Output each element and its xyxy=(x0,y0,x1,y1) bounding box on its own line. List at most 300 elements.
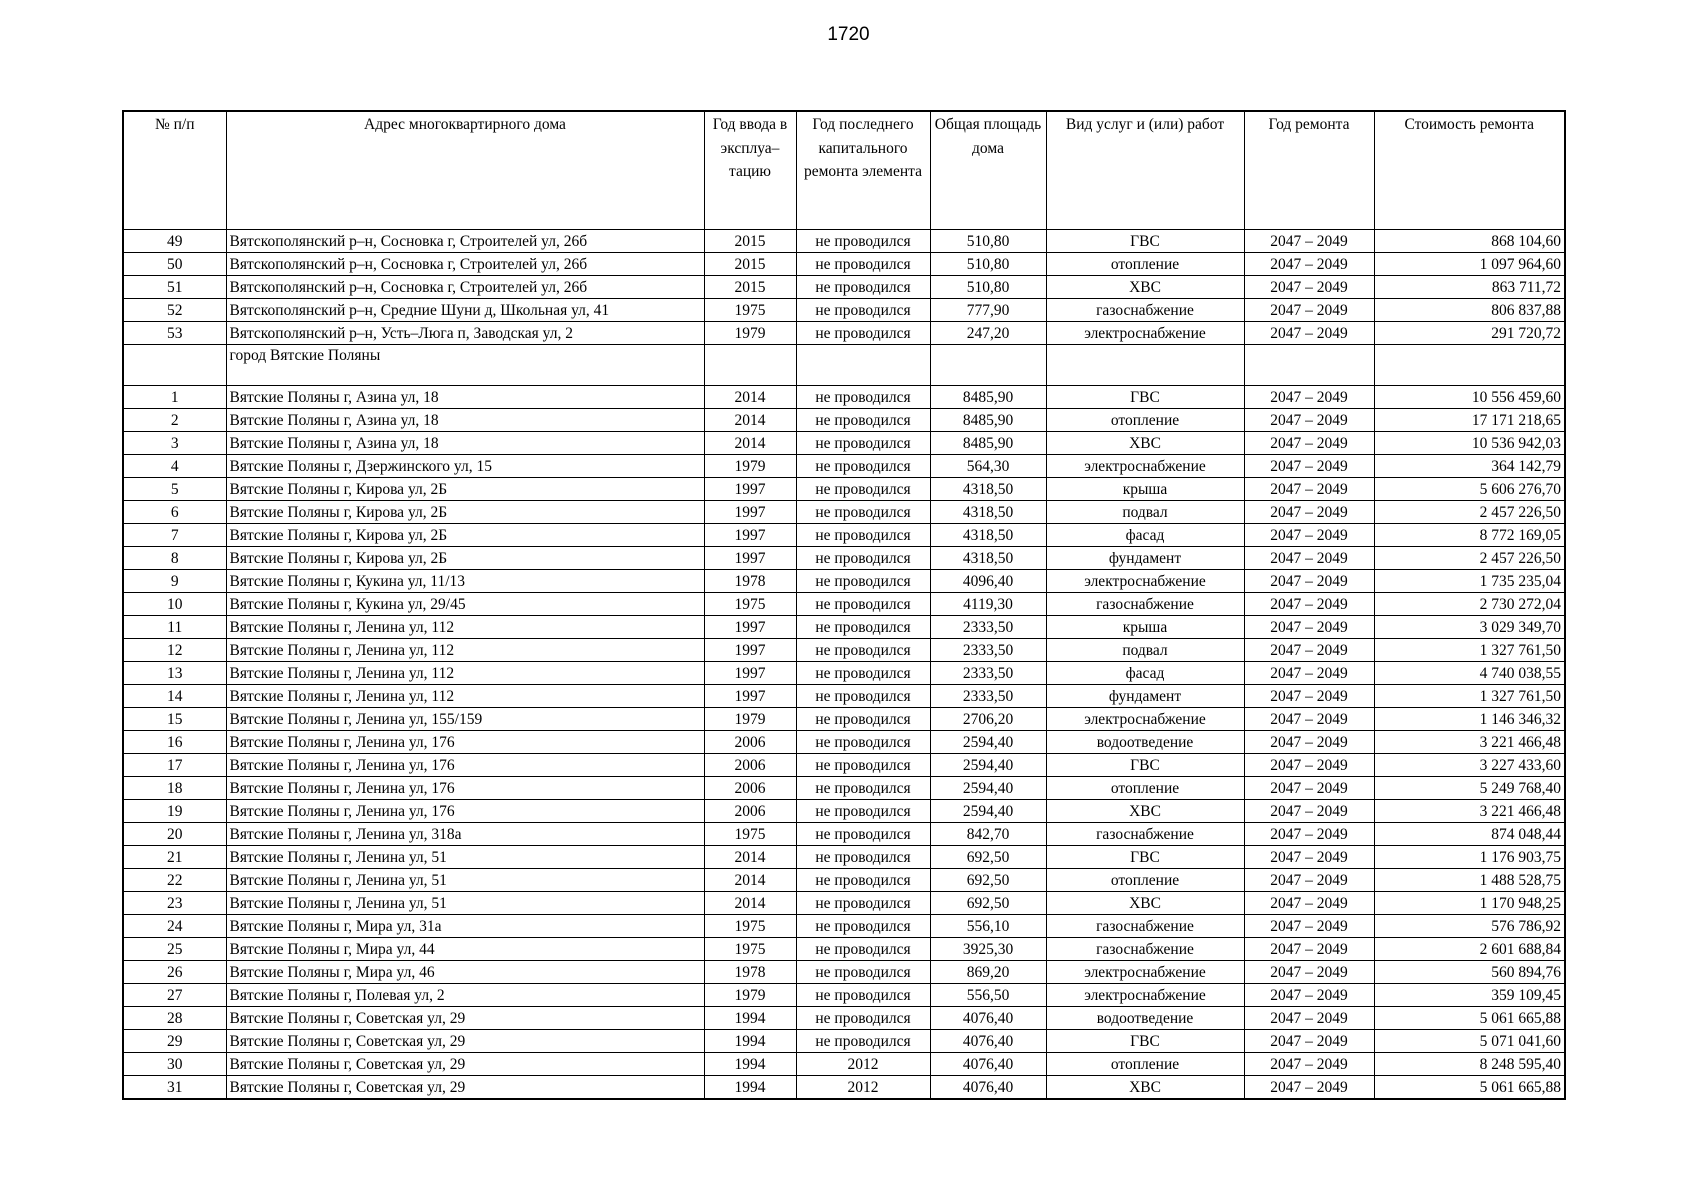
table-row xyxy=(123,685,1565,708)
table-cell xyxy=(123,345,226,386)
commission-year-cell: 1979 xyxy=(704,455,796,478)
total-area-cell: 842,70 xyxy=(930,823,1046,846)
commission-year-cell: 1979 xyxy=(704,708,796,731)
commission-year-cell: 2015 xyxy=(704,230,796,253)
last-repair-year-cell: не проводился xyxy=(796,685,930,708)
total-area-cell: 4096,40 xyxy=(930,570,1046,593)
service-type-cell: газоснабжение xyxy=(1046,915,1244,938)
repair-year-cell: 2047 – 2049 xyxy=(1244,1076,1374,1100)
service-type-cell: газоснабжение xyxy=(1046,299,1244,322)
table-row xyxy=(123,961,1565,984)
total-area-cell: 247,20 xyxy=(930,322,1046,345)
header-cell: Год ремонта xyxy=(1244,111,1374,230)
repair-year-cell: 2047 – 2049 xyxy=(1244,915,1374,938)
commission-year-cell: 1994 xyxy=(704,1076,796,1100)
row-number-cell: 24 xyxy=(123,915,226,938)
repair-cost-cell: 10 556 459,60 xyxy=(1374,386,1565,409)
repair-cost-cell: 863 711,72 xyxy=(1374,276,1565,299)
total-area-cell: 8485,90 xyxy=(930,386,1046,409)
total-area-cell: 510,80 xyxy=(930,253,1046,276)
row-number-cell: 51 xyxy=(123,276,226,299)
service-type-cell: ГВС xyxy=(1046,846,1244,869)
commission-year-cell: 1994 xyxy=(704,1007,796,1030)
table-cell xyxy=(796,345,930,386)
row-number-cell: 21 xyxy=(123,846,226,869)
service-type-cell: ГВС xyxy=(1046,230,1244,253)
repair-cost-cell: 5 061 665,88 xyxy=(1374,1007,1565,1030)
row-number-cell: 50 xyxy=(123,253,226,276)
total-area-cell: 692,50 xyxy=(930,869,1046,892)
total-area-cell: 510,80 xyxy=(930,230,1046,253)
repair-year-cell: 2047 – 2049 xyxy=(1244,938,1374,961)
table-row xyxy=(123,777,1565,800)
address-cell: Вятские Поляны г, Ленина ул, 176 xyxy=(226,754,704,777)
repair-cost-cell: 1 327 761,50 xyxy=(1374,639,1565,662)
repair-year-cell: 2047 – 2049 xyxy=(1244,846,1374,869)
repair-cost-cell: 1 735 235,04 xyxy=(1374,570,1565,593)
service-type-cell: ХВС xyxy=(1046,892,1244,915)
page-number: 1720 xyxy=(827,24,870,45)
address-cell: Вятские Поляны г, Ленина ул, 176 xyxy=(226,731,704,754)
table-row xyxy=(123,501,1565,524)
last-repair-year-cell: не проводился xyxy=(796,777,930,800)
total-area-cell: 4318,50 xyxy=(930,501,1046,524)
last-repair-year-cell: не проводился xyxy=(796,708,930,731)
address-cell: Вятские Поляны г, Ленина ул, 112 xyxy=(226,616,704,639)
repair-cost-cell: 364 142,79 xyxy=(1374,455,1565,478)
repair-year-cell: 2047 – 2049 xyxy=(1244,800,1374,823)
row-number-cell: 4 xyxy=(123,455,226,478)
service-type-cell: фасад xyxy=(1046,524,1244,547)
address-cell: Вятские Поляны г, Полевая ул, 2 xyxy=(226,984,704,1007)
commission-year-cell: 1994 xyxy=(704,1053,796,1076)
table-row xyxy=(123,754,1565,777)
total-area-cell: 2594,40 xyxy=(930,731,1046,754)
address-cell: Вятские Поляны г, Мира ул, 46 xyxy=(226,961,704,984)
repair-year-cell: 2047 – 2049 xyxy=(1244,547,1374,570)
service-type-cell: отопление xyxy=(1046,869,1244,892)
last-repair-year-cell: не проводился xyxy=(796,547,930,570)
total-area-cell: 4318,50 xyxy=(930,547,1046,570)
repair-cost-cell: 1 146 346,32 xyxy=(1374,708,1565,731)
commission-year-cell: 1975 xyxy=(704,823,796,846)
address-cell: Вятские Поляны г, Ленина ул, 112 xyxy=(226,639,704,662)
row-number-cell: 9 xyxy=(123,570,226,593)
table-row xyxy=(123,432,1565,455)
repair-cost-cell: 2 457 226,50 xyxy=(1374,547,1565,570)
address-cell: Вятские Поляны г, Азина ул, 18 xyxy=(226,386,704,409)
address-cell: Вятские Поляны г, Кукина ул, 11/13 xyxy=(226,570,704,593)
repair-cost-cell: 2 730 272,04 xyxy=(1374,593,1565,616)
table-body-bottom xyxy=(123,386,1565,1100)
repair-cost-cell: 560 894,76 xyxy=(1374,961,1565,984)
total-area-cell: 869,20 xyxy=(930,961,1046,984)
repair-cost-cell: 1 170 948,25 xyxy=(1374,892,1565,915)
service-type-cell: фундамент xyxy=(1046,547,1244,570)
table-row xyxy=(123,662,1565,685)
last-repair-year-cell: не проводился xyxy=(796,230,930,253)
table-cell xyxy=(930,345,1046,386)
commission-year-cell: 1978 xyxy=(704,961,796,984)
commission-year-cell: 1997 xyxy=(704,639,796,662)
commission-year-cell: 1997 xyxy=(704,547,796,570)
last-repair-year-cell: не проводился xyxy=(796,593,930,616)
row-number-cell: 26 xyxy=(123,961,226,984)
table-row xyxy=(123,253,1565,276)
service-type-cell: электроснабжение xyxy=(1046,570,1244,593)
table-row xyxy=(123,1053,1565,1076)
commission-year-cell: 1975 xyxy=(704,593,796,616)
service-type-cell: ХВС xyxy=(1046,276,1244,299)
commission-year-cell: 1978 xyxy=(704,570,796,593)
total-area-cell: 4119,30 xyxy=(930,593,1046,616)
total-area-cell: 4076,40 xyxy=(930,1076,1046,1100)
row-number-cell: 8 xyxy=(123,547,226,570)
repair-cost-cell: 2 457 226,50 xyxy=(1374,501,1565,524)
repair-year-cell: 2047 – 2049 xyxy=(1244,616,1374,639)
last-repair-year-cell: не проводился xyxy=(796,846,930,869)
table-row xyxy=(123,276,1565,299)
table-row xyxy=(123,547,1565,570)
header-cell: Общая площадь дома xyxy=(930,111,1046,230)
row-number-cell: 31 xyxy=(123,1076,226,1100)
row-number-cell: 16 xyxy=(123,731,226,754)
table-row xyxy=(123,322,1565,345)
table-cell xyxy=(1374,345,1565,386)
address-cell: Вятские Поляны г, Ленина ул, 176 xyxy=(226,800,704,823)
last-repair-year-cell: 2012 xyxy=(796,1053,930,1076)
commission-year-cell: 1979 xyxy=(704,322,796,345)
repair-cost-cell: 17 171 218,65 xyxy=(1374,409,1565,432)
last-repair-year-cell: не проводился xyxy=(796,639,930,662)
address-cell: Вятские Поляны г, Ленина ул, 318а xyxy=(226,823,704,846)
address-cell: Вятские Поляны г, Ленина ул, 51 xyxy=(226,846,704,869)
repair-cost-cell: 1 327 761,50 xyxy=(1374,685,1565,708)
last-repair-year-cell: не проводился xyxy=(796,409,930,432)
row-number-cell: 19 xyxy=(123,800,226,823)
repair-cost-cell: 359 109,45 xyxy=(1374,984,1565,1007)
row-number-cell: 52 xyxy=(123,299,226,322)
last-repair-year-cell: не проводился xyxy=(796,731,930,754)
repair-cost-cell: 874 048,44 xyxy=(1374,823,1565,846)
table-row xyxy=(123,731,1565,754)
repair-year-cell: 2047 – 2049 xyxy=(1244,322,1374,345)
header-cell: № п/п xyxy=(123,111,226,230)
last-repair-year-cell: не проводился xyxy=(796,915,930,938)
address-cell: Вятские Поляны г, Кукина ул, 29/45 xyxy=(226,593,704,616)
commission-year-cell: 1997 xyxy=(704,524,796,547)
table-row xyxy=(123,1007,1565,1030)
repair-year-cell: 2047 – 2049 xyxy=(1244,639,1374,662)
repair-table xyxy=(122,110,1566,1100)
total-area-cell: 4076,40 xyxy=(930,1030,1046,1053)
table-cell xyxy=(1046,345,1244,386)
service-type-cell: ГВС xyxy=(1046,386,1244,409)
commission-year-cell: 2015 xyxy=(704,253,796,276)
address-cell: Вятские Поляны г, Ленина ул, 112 xyxy=(226,685,704,708)
repair-cost-cell: 1 488 528,75 xyxy=(1374,869,1565,892)
repair-year-cell: 2047 – 2049 xyxy=(1244,1030,1374,1053)
section-title: город Вятские Поляны xyxy=(226,345,704,386)
repair-cost-cell: 868 104,60 xyxy=(1374,230,1565,253)
total-area-cell: 2594,40 xyxy=(930,777,1046,800)
table-row xyxy=(123,708,1565,731)
repair-year-cell: 2047 – 2049 xyxy=(1244,754,1374,777)
total-area-cell: 2594,40 xyxy=(930,754,1046,777)
section-body xyxy=(123,345,1565,386)
commission-year-cell: 2006 xyxy=(704,754,796,777)
address-cell: Вятские Поляны г, Кирова ул, 2Б xyxy=(226,501,704,524)
total-area-cell: 510,80 xyxy=(930,276,1046,299)
total-area-cell: 4318,50 xyxy=(930,524,1046,547)
repair-cost-cell: 10 536 942,03 xyxy=(1374,432,1565,455)
repair-cost-cell: 3 221 466,48 xyxy=(1374,731,1565,754)
row-number-cell: 10 xyxy=(123,593,226,616)
last-repair-year-cell: не проводился xyxy=(796,322,930,345)
repair-year-cell: 2047 – 2049 xyxy=(1244,984,1374,1007)
commission-year-cell: 2006 xyxy=(704,777,796,800)
last-repair-year-cell: не проводился xyxy=(796,455,930,478)
row-number-cell: 25 xyxy=(123,938,226,961)
table-row xyxy=(123,1030,1565,1053)
service-type-cell: электроснабжение xyxy=(1046,961,1244,984)
last-repair-year-cell: не проводился xyxy=(796,869,930,892)
row-number-cell: 2 xyxy=(123,409,226,432)
table-row xyxy=(123,984,1565,1007)
address-cell: Вятские Поляны г, Мира ул, 44 xyxy=(226,938,704,961)
last-repair-year-cell: не проводился xyxy=(796,299,930,322)
service-type-cell: водоотведение xyxy=(1046,1007,1244,1030)
repair-year-cell: 2047 – 2049 xyxy=(1244,501,1374,524)
service-type-cell: отопление xyxy=(1046,253,1244,276)
last-repair-year-cell: не проводился xyxy=(796,386,930,409)
commission-year-cell: 1997 xyxy=(704,616,796,639)
service-type-cell: крыша xyxy=(1046,478,1244,501)
address-cell: Вятские Поляны г, Ленина ул, 155/159 xyxy=(226,708,704,731)
table-row xyxy=(123,892,1565,915)
repair-cost-cell: 806 837,88 xyxy=(1374,299,1565,322)
table-cell xyxy=(704,345,796,386)
repair-cost-cell: 5 606 276,70 xyxy=(1374,478,1565,501)
last-repair-year-cell: не проводился xyxy=(796,253,930,276)
repair-cost-cell: 5 061 665,88 xyxy=(1374,1076,1565,1100)
total-area-cell: 4318,50 xyxy=(930,478,1046,501)
address-cell: Вятскополянский р–н, Сосновка г, Строителей ул, 26б xyxy=(226,253,704,276)
address-cell: Вятские Поляны г, Советская ул, 29 xyxy=(226,1076,704,1100)
address-cell: Вятские Поляны г, Советская ул, 29 xyxy=(226,1007,704,1030)
row-number-cell: 14 xyxy=(123,685,226,708)
service-type-cell: отопление xyxy=(1046,409,1244,432)
header-cell: Год последнего капитального ремонта элемента xyxy=(796,111,930,230)
row-number-cell: 15 xyxy=(123,708,226,731)
table-row xyxy=(123,409,1565,432)
total-area-cell: 692,50 xyxy=(930,846,1046,869)
row-number-cell: 12 xyxy=(123,639,226,662)
repair-cost-cell: 5 071 041,60 xyxy=(1374,1030,1565,1053)
repair-year-cell: 2047 – 2049 xyxy=(1244,685,1374,708)
commission-year-cell: 2014 xyxy=(704,846,796,869)
address-cell: Вятские Поляны г, Азина ул, 18 xyxy=(226,409,704,432)
row-number-cell: 17 xyxy=(123,754,226,777)
last-repair-year-cell: не проводился xyxy=(796,662,930,685)
commission-year-cell: 2014 xyxy=(704,386,796,409)
total-area-cell: 3925,30 xyxy=(930,938,1046,961)
service-type-cell: крыша xyxy=(1046,616,1244,639)
table-row xyxy=(123,478,1565,501)
row-number-cell: 27 xyxy=(123,984,226,1007)
table-row xyxy=(123,869,1565,892)
service-type-cell: газоснабжение xyxy=(1046,938,1244,961)
commission-year-cell: 1997 xyxy=(704,478,796,501)
table-row xyxy=(123,593,1565,616)
table-row xyxy=(123,616,1565,639)
row-number-cell: 3 xyxy=(123,432,226,455)
service-type-cell: ХВС xyxy=(1046,1076,1244,1100)
last-repair-year-cell: не проводился xyxy=(796,961,930,984)
address-cell: Вятские Поляны г, Кирова ул, 2Б xyxy=(226,547,704,570)
last-repair-year-cell: не проводился xyxy=(796,800,930,823)
total-area-cell: 556,10 xyxy=(930,915,1046,938)
address-cell: Вятские Поляны г, Дзержинского ул, 15 xyxy=(226,455,704,478)
last-repair-year-cell: не проводился xyxy=(796,1007,930,1030)
total-area-cell: 2333,50 xyxy=(930,639,1046,662)
commission-year-cell: 1997 xyxy=(704,685,796,708)
service-type-cell: фундамент xyxy=(1046,685,1244,708)
last-repair-year-cell: не проводился xyxy=(796,501,930,524)
row-number-cell: 18 xyxy=(123,777,226,800)
commission-year-cell: 2014 xyxy=(704,409,796,432)
row-number-cell: 6 xyxy=(123,501,226,524)
service-type-cell: электроснабжение xyxy=(1046,455,1244,478)
repair-year-cell: 2047 – 2049 xyxy=(1244,823,1374,846)
address-cell: Вятские Поляны г, Азина ул, 18 xyxy=(226,432,704,455)
service-type-cell: газоснабжение xyxy=(1046,823,1244,846)
row-number-cell: 1 xyxy=(123,386,226,409)
last-repair-year-cell: не проводился xyxy=(796,984,930,1007)
row-number-cell: 28 xyxy=(123,1007,226,1030)
service-type-cell: ХВС xyxy=(1046,432,1244,455)
total-area-cell: 777,90 xyxy=(930,299,1046,322)
table-row xyxy=(123,846,1565,869)
service-type-cell: подвал xyxy=(1046,501,1244,524)
repair-year-cell: 2047 – 2049 xyxy=(1244,409,1374,432)
total-area-cell: 2594,40 xyxy=(930,800,1046,823)
commission-year-cell: 1975 xyxy=(704,938,796,961)
service-type-cell: электроснабжение xyxy=(1046,708,1244,731)
table-row xyxy=(123,823,1565,846)
repair-cost-cell: 576 786,92 xyxy=(1374,915,1565,938)
commission-year-cell: 2006 xyxy=(704,800,796,823)
table-row xyxy=(123,386,1565,409)
repair-cost-cell: 3 221 466,48 xyxy=(1374,800,1565,823)
repair-cost-cell: 8 248 595,40 xyxy=(1374,1053,1565,1076)
repair-year-cell: 2047 – 2049 xyxy=(1244,708,1374,731)
service-type-cell: электроснабжение xyxy=(1046,322,1244,345)
header-row xyxy=(123,111,1565,230)
row-number-cell: 30 xyxy=(123,1053,226,1076)
repair-year-cell: 2047 – 2049 xyxy=(1244,892,1374,915)
service-type-cell: ГВС xyxy=(1046,754,1244,777)
commission-year-cell: 2015 xyxy=(704,276,796,299)
table-row xyxy=(123,800,1565,823)
total-area-cell: 564,30 xyxy=(930,455,1046,478)
commission-year-cell: 2006 xyxy=(704,731,796,754)
total-area-cell: 2333,50 xyxy=(930,685,1046,708)
total-area-cell: 2333,50 xyxy=(930,662,1046,685)
address-cell: Вятскополянский р–н, Усть–Люга п, Заводская ул, 2 xyxy=(226,322,704,345)
repair-year-cell: 2047 – 2049 xyxy=(1244,299,1374,322)
service-type-cell: электроснабжение xyxy=(1046,984,1244,1007)
table-row xyxy=(123,915,1565,938)
row-number-cell: 13 xyxy=(123,662,226,685)
total-area-cell: 4076,40 xyxy=(930,1053,1046,1076)
row-number-cell: 20 xyxy=(123,823,226,846)
table-body-top xyxy=(123,230,1565,345)
address-cell: Вятские Поляны г, Советская ул, 29 xyxy=(226,1030,704,1053)
commission-year-cell: 2014 xyxy=(704,892,796,915)
last-repair-year-cell: не проводился xyxy=(796,938,930,961)
service-type-cell: фасад xyxy=(1046,662,1244,685)
last-repair-year-cell: не проводился xyxy=(796,616,930,639)
total-area-cell: 8485,90 xyxy=(930,432,1046,455)
header-cell: Стоимость ремонта xyxy=(1374,111,1565,230)
table-row xyxy=(123,230,1565,253)
repair-year-cell: 2047 – 2049 xyxy=(1244,253,1374,276)
repair-year-cell: 2047 – 2049 xyxy=(1244,869,1374,892)
address-cell: Вятские Поляны г, Ленина ул, 51 xyxy=(226,892,704,915)
last-repair-year-cell: не проводился xyxy=(796,432,930,455)
last-repair-year-cell: 2012 xyxy=(796,1076,930,1100)
repair-year-cell: 2047 – 2049 xyxy=(1244,570,1374,593)
section-row xyxy=(123,345,1565,386)
total-area-cell: 2333,50 xyxy=(930,616,1046,639)
table-row xyxy=(123,524,1565,547)
repair-cost-cell: 1 176 903,75 xyxy=(1374,846,1565,869)
commission-year-cell: 1997 xyxy=(704,662,796,685)
header-cell: Год ввода в эксплуа– тацию xyxy=(704,111,796,230)
last-repair-year-cell: не проводился xyxy=(796,1030,930,1053)
service-type-cell: газоснабжение xyxy=(1046,593,1244,616)
table-row xyxy=(123,938,1565,961)
address-cell: Вятские Поляны г, Ленина ул, 112 xyxy=(226,662,704,685)
repair-year-cell: 2047 – 2049 xyxy=(1244,478,1374,501)
service-type-cell: отопление xyxy=(1046,777,1244,800)
commission-year-cell: 2014 xyxy=(704,869,796,892)
commission-year-cell: 1997 xyxy=(704,501,796,524)
row-number-cell: 5 xyxy=(123,478,226,501)
table-row xyxy=(123,455,1565,478)
repair-cost-cell: 2 601 688,84 xyxy=(1374,938,1565,961)
repair-year-cell: 2047 – 2049 xyxy=(1244,593,1374,616)
address-cell: Вятскополянский р–н, Сосновка г, Строителей ул, 26б xyxy=(226,230,704,253)
repair-year-cell: 2047 – 2049 xyxy=(1244,1007,1374,1030)
row-number-cell: 11 xyxy=(123,616,226,639)
address-cell: Вятские Поляны г, Мира ул, 31а xyxy=(226,915,704,938)
total-area-cell: 692,50 xyxy=(930,892,1046,915)
repair-year-cell: 2047 – 2049 xyxy=(1244,276,1374,299)
repair-cost-cell: 3 227 433,60 xyxy=(1374,754,1565,777)
total-area-cell: 8485,90 xyxy=(930,409,1046,432)
repair-cost-cell: 3 029 349,70 xyxy=(1374,616,1565,639)
service-type-cell: отопление xyxy=(1046,1053,1244,1076)
repair-cost-cell: 4 740 038,55 xyxy=(1374,662,1565,685)
service-type-cell: ХВС xyxy=(1046,800,1244,823)
table-cell xyxy=(1244,345,1374,386)
address-cell: Вятские Поляны г, Кирова ул, 2Б xyxy=(226,478,704,501)
last-repair-year-cell: не проводился xyxy=(796,276,930,299)
header-cell: Адрес многоквартирного дома xyxy=(226,111,704,230)
row-number-cell: 49 xyxy=(123,230,226,253)
